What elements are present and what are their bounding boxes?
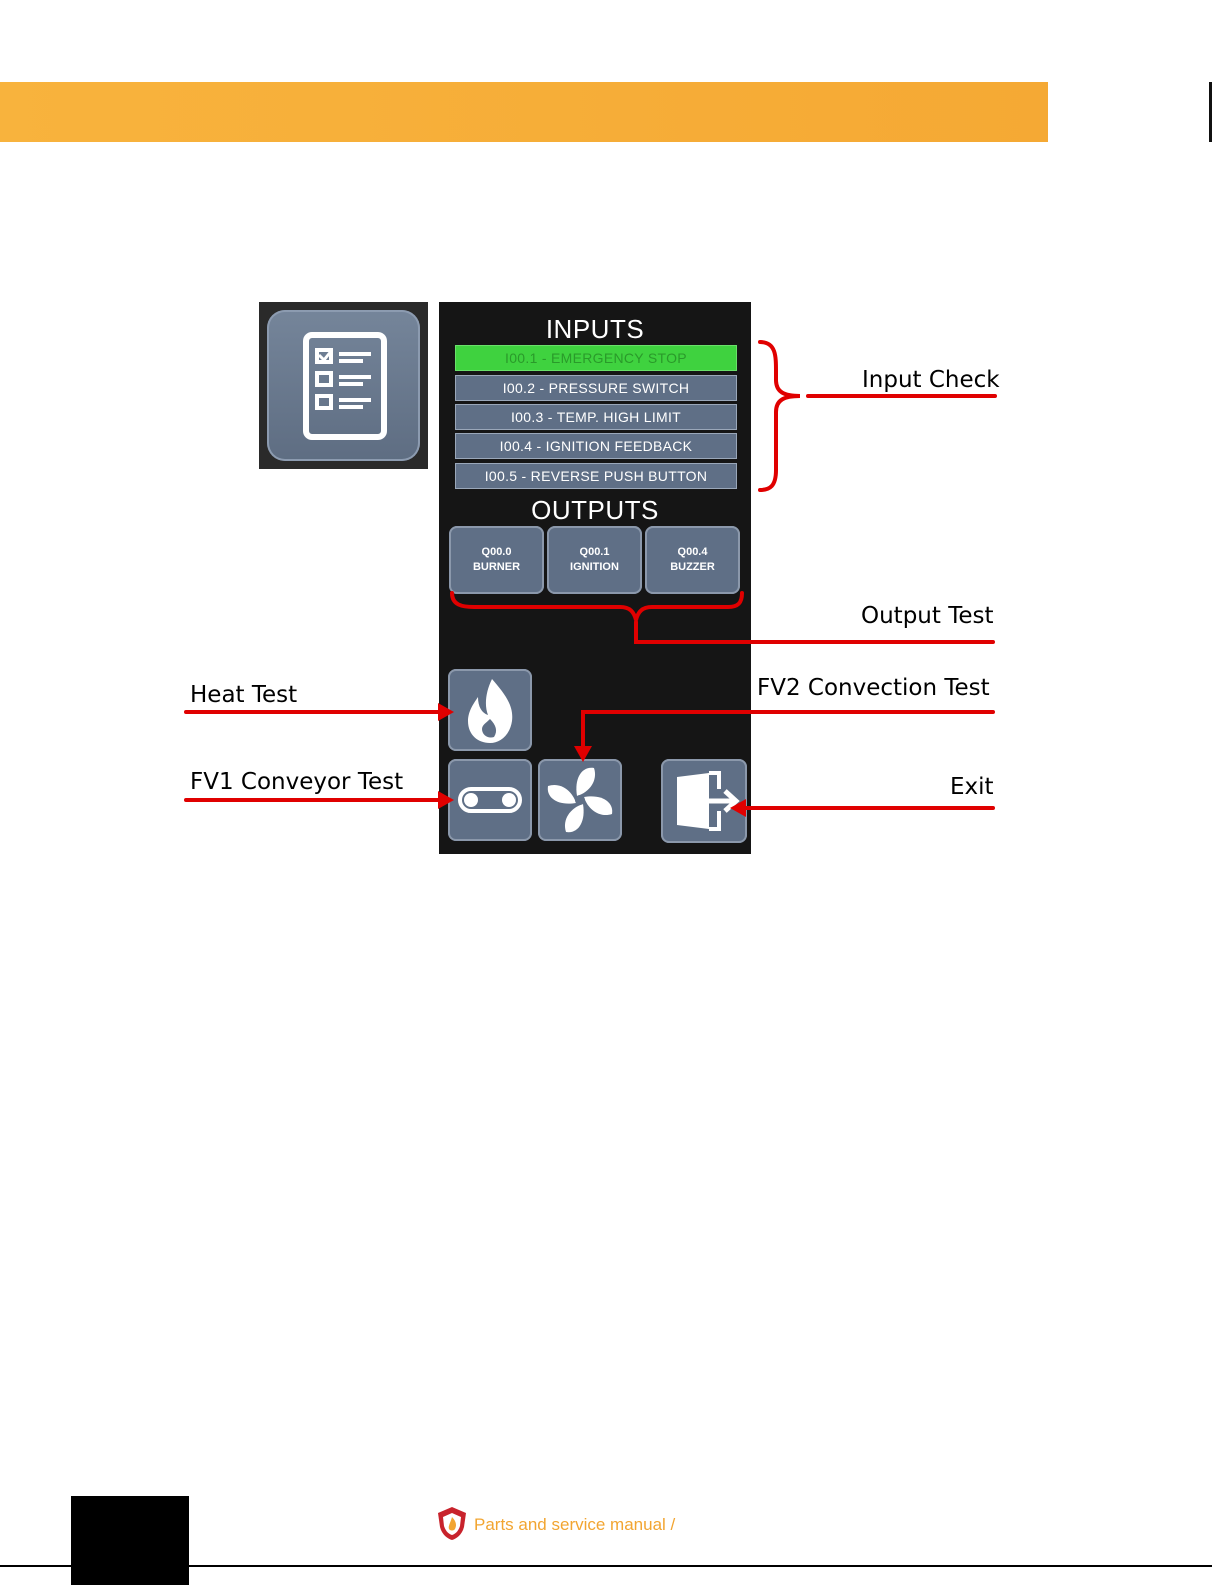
callout-output-test: Output Test bbox=[861, 603, 994, 629]
input-row[interactable]: I00.3 - TEMP. HIGH LIMIT bbox=[455, 404, 737, 430]
brand-logo-icon bbox=[436, 1505, 468, 1541]
output-name: BURNER bbox=[472, 561, 521, 573]
outputs-heading: OUTPUTS bbox=[531, 495, 659, 525]
output-name: IGNITION bbox=[570, 561, 619, 573]
callout-input-check: Input Check bbox=[862, 367, 1000, 393]
callout-exit: Exit bbox=[950, 774, 994, 800]
output-name: BUZZER bbox=[670, 561, 715, 573]
output-code: Q00.0 bbox=[481, 546, 512, 558]
input-row[interactable]: I00.1 - EMERGENCY STOP bbox=[455, 345, 737, 371]
output-code: Q00.4 bbox=[677, 546, 708, 558]
footer-text: Parts and service manual / bbox=[474, 1515, 676, 1534]
input-row[interactable]: I00.2 - PRESSURE SWITCH bbox=[455, 375, 737, 401]
callout-fv2-convection-test: FV2 Convection Test bbox=[757, 675, 990, 701]
callout-fv1-conveyor-test: FV1 Conveyor Test bbox=[190, 769, 404, 795]
page-number-block bbox=[71, 1496, 189, 1585]
callout-heat-test: Heat Test bbox=[190, 682, 298, 708]
footer-rule bbox=[0, 1565, 1212, 1567]
output-code: Q00.1 bbox=[579, 546, 610, 558]
inputs-heading: INPUTS bbox=[545, 314, 645, 344]
input-row[interactable]: I00.4 - IGNITION FEEDBACK bbox=[455, 433, 737, 459]
input-row[interactable]: I00.5 - REVERSE PUSH BUTTON bbox=[455, 463, 737, 489]
